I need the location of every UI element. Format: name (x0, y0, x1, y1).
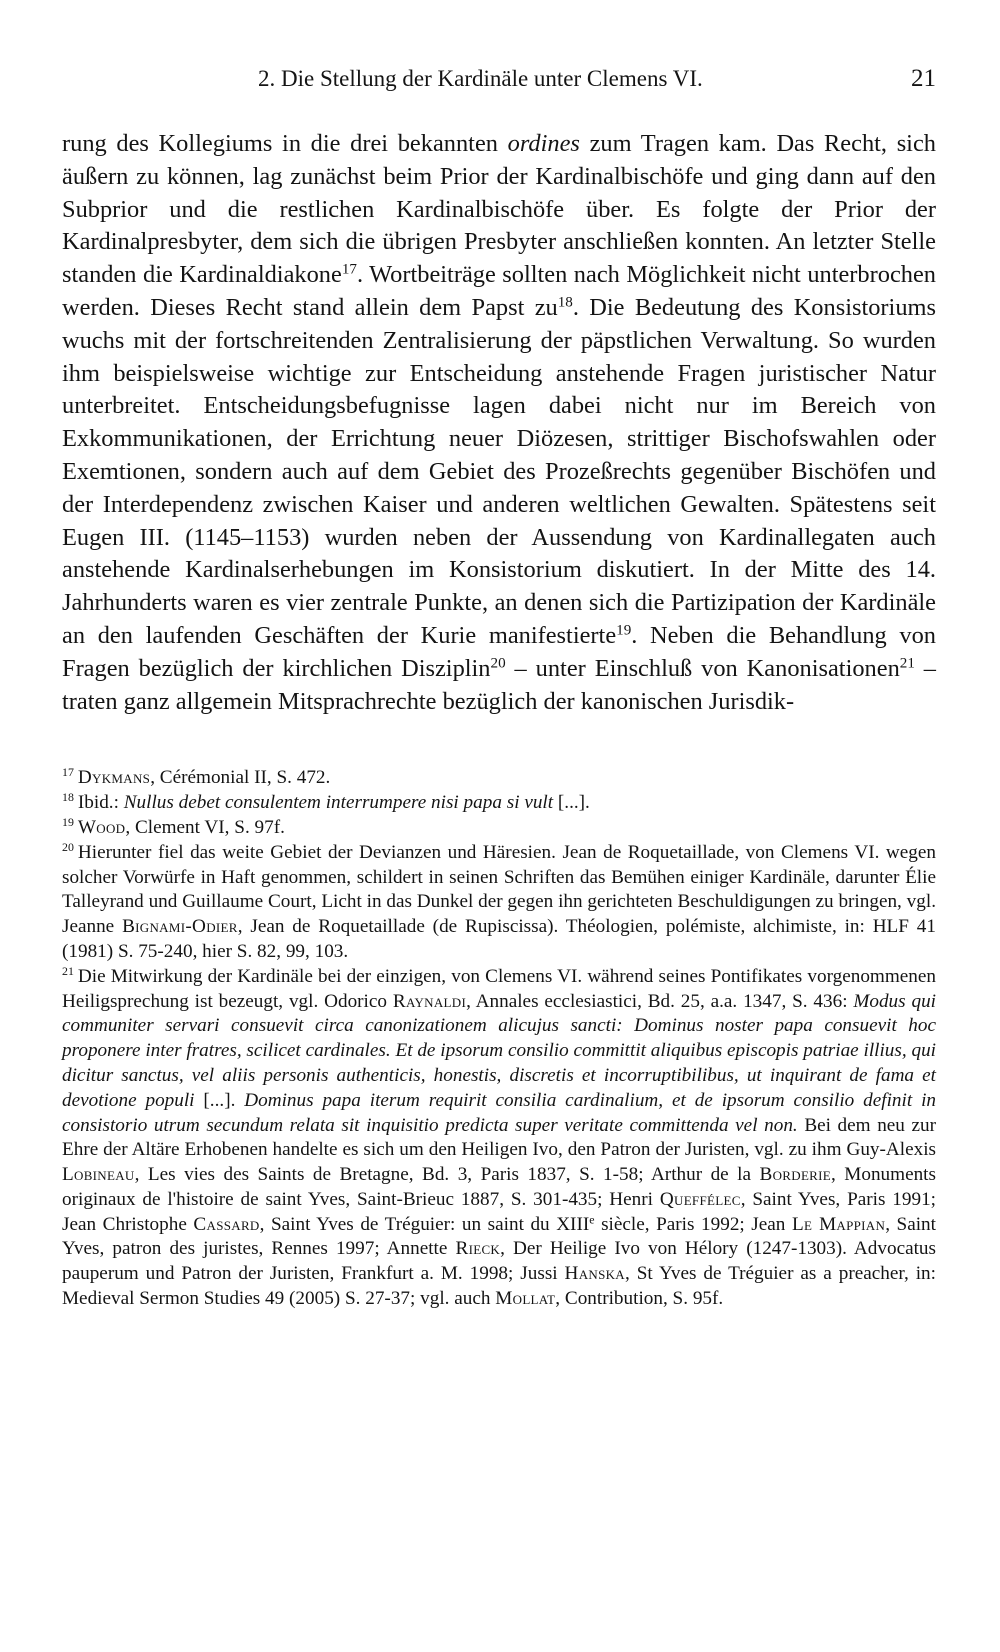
author-name: Rieck (455, 1238, 501, 1260)
footnote-text: [...]. (553, 792, 590, 814)
footnote-20 (62, 841, 936, 965)
footnote-ref-21[interactable]: 21 (899, 655, 915, 672)
footnote-text: Ibid.: (77, 792, 124, 814)
footnote-number: 20 (62, 839, 74, 854)
page-header (62, 64, 936, 100)
author-name: Wood (77, 816, 126, 838)
text-run: . Wortbeiträge sollten nach Möglichkeit nicht unterbrochen werden. Dieses Recht stand allein dem Papst zu (62, 261, 936, 321)
main-text (62, 128, 936, 718)
footnote-ref-18[interactable]: 18 (557, 294, 573, 311)
text-run: zum Tragen kam. Das Recht, sich äußern zu können, lag zunächst beim Prior der Kardinalbischöfe und ging dann auf den Subprior und die restlichen Kardinalbischöfe über. Es folgte der Prior der Kardinalpresbyter, dem sich die übrigen Presbyter anschließen konnten. An letzter Stelle standen die Kardinaldiakone (62, 130, 936, 289)
footnote-text: , Les vies des Saints de Bretagne, Bd. 3, Paris 1837, S. 1-58; Arthur de la (134, 1164, 760, 1186)
footnote-text: , Clement VI, S. 97f. (125, 816, 285, 838)
italic-term: ordines (507, 130, 580, 157)
text-run: – traten ganz allgemein Mitsprachrechte bezüglich der kanonischen Jurisdik- (62, 654, 936, 715)
footnote-number: 18 (62, 790, 74, 804)
footnote-ref-19[interactable]: 19 (616, 622, 632, 639)
page-number: 21 (911, 65, 936, 92)
author-name: Raynaldi (392, 990, 467, 1012)
running-title: 2. Die Stellung der Kardinäle unter Clemens VI. (258, 66, 703, 91)
latin-quote: Modus qui communiter servari consuevit circa canonizationem alicujus sancti: Dominus noster papa consuevit hoc proponere inter fratres, scilicet cardinales. Et de ipsorum consilio committit aliquibus episcopis patriae illius, qui dicitur sanctus, vel aliis personis authenticis, honestis, discretis et incorruptibilibus, ut inquirant de fama et devotione populi (62, 990, 936, 1111)
text-run: – unter Einschluß von Kanonisationen (505, 654, 900, 682)
footnote-text: , Saint Yves de Tréguier: un saint du XIII (259, 1213, 590, 1235)
author-name: Queffélec (659, 1188, 741, 1210)
footnote-text: , Contribution, S. 95f. (555, 1288, 724, 1310)
text-run: rung des Kollegiums in die drei bekannten (62, 130, 508, 157)
latin-quote: Dominus papa iterum requirit consilia cardinalium, et de ipsorum consilio definit in consistorio utrum secundum relata sit inquisitio predicta super veritate committenda vel non. (62, 1089, 936, 1136)
footnote-21 (62, 965, 936, 1312)
footnote-text: Die Mitwirkung der Kardinäle bei der einzigen, von Clemens VI. während seines Pontifikates vorgenommenen Heiligsprechung ist bezeugt, vgl. Odorico (62, 965, 936, 1012)
footnote-19 (62, 816, 936, 841)
author-name: Cassard (193, 1213, 260, 1235)
footnote-text: , Monuments originaux de l'histoire de saint Yves, Saint-Brieuc 1887, S. 301-435; Henri (62, 1164, 936, 1210)
footnote-text: Hierunter fiel das weite Gebiet der Devianzen und Häresien. Jean de Roquetaillade, von Clemens VI. wegen solcher Vorwürfe in Haft genommen, schildert in seinen Schriften das Bemühen einiger Kardinäle, darunter Élie Talleyrand und Guillaume Court, Licht in das Dunkel der gegen ihn gerichteten Beschuldigungen zu bringen, vgl. Jeanne (62, 841, 936, 938)
superscript: e (589, 1212, 595, 1227)
footnote-text: , Saint Yves, patron des juristes, Rennes 1997; Annette (62, 1213, 936, 1260)
footnote-text: , Jean de Roquetaillade (de Rupiscissa). Théologien, polémiste, alchimiste, in: HLF 41 (1981) S. 75-240, hier S. 82, 99, 103. (62, 916, 936, 962)
body-paragraph (62, 128, 936, 718)
footnote-text: , Der Heilige Ivo von Hélory (1247-1303). Advocatus pauperum und Patron der Juristen, Frankfurt a. M. 1998; Jussi (62, 1238, 936, 1285)
author-name: Borderie (759, 1164, 832, 1186)
footnotes (62, 766, 936, 1312)
footnote-text: , St Yves de Tréguier as a preacher, in: Medieval Sermon Studies 49 (2005) S. 27-37; vgl. auch (62, 1263, 936, 1310)
author-name: Dykmans (77, 767, 151, 789)
latin-quote: Nullus debet consulentem interrumpere nisi papa si vult (123, 792, 554, 814)
footnote-18 (62, 791, 936, 816)
author-name: Mollat (495, 1288, 556, 1310)
footnote-number: 17 (62, 765, 74, 780)
book-page (62, 64, 936, 1312)
author-name: Le Mappian (791, 1213, 886, 1235)
author-name: Hanska (564, 1263, 625, 1285)
footnote-number: 21 (62, 963, 74, 978)
footnote-text: [...]. (194, 1089, 245, 1111)
footnote-number: 19 (62, 814, 74, 829)
footnote-ref-17[interactable]: 17 (341, 261, 357, 278)
footnote-text: , Saint Yves, Paris 1991; Jean Christophe (62, 1188, 936, 1235)
footnote-text: , Annales ecclesiastici, Bd. 25, a.a. 1347, S. 436: (466, 990, 854, 1012)
text-run: . Die Bedeutung des Konsistoriums wuchs mit der fortschreitenden Zentralisierung der päpstlichen Verwaltung. So wurden ihm beispielsweise wichtige zur Entscheidung anstehende Fragen juristischer Natur unterbreitet. Entscheidungsbefugnisse lagen dabei nicht nur im Bereich von Exkommunikationen, der Errichtung neuer Diözesen, strittiger Bischofswahlen oder Exemtionen, sondern auch auf dem Gebiet des Prozeßrechts gegenüber Bischöfen und der Interdependenz zwischen Kaiser und anderen weltlichen Gewalten. Spätestens seit Eugen III. (1145–1153) wurden neben der Aussendung von Kardinallegaten auch anstehende Kardinalserhebungen im Konsistorium diskutiert. In der Mitte des 14. Jahrhunderts waren es vier zentrale Punkte, an denen sich die Partizipation der Kardinäle an den laufenden Geschäften der Kurie manifestierte (62, 293, 936, 649)
author-name: Lobineau (62, 1164, 135, 1186)
text-run: . Neben die Behandlung von Fragen bezüglich der kirchlichen Disziplin (62, 621, 936, 682)
footnote-ref-20[interactable]: 20 (490, 655, 506, 672)
footnote-17 (62, 766, 936, 791)
footnote-text: Bei dem neu zur Ehre der Altäre Erhobenen handelte es sich um den Heiligen Ivo, den Patron der Juristen, vgl. zu ihm Guy-Alexis (62, 1114, 936, 1161)
author-name: Bignami-Odier (122, 916, 238, 938)
footnote-text: , Cérémonial II, S. 472. (150, 767, 331, 789)
footnote-text: siècle, Paris 1992; Jean (594, 1213, 792, 1235)
